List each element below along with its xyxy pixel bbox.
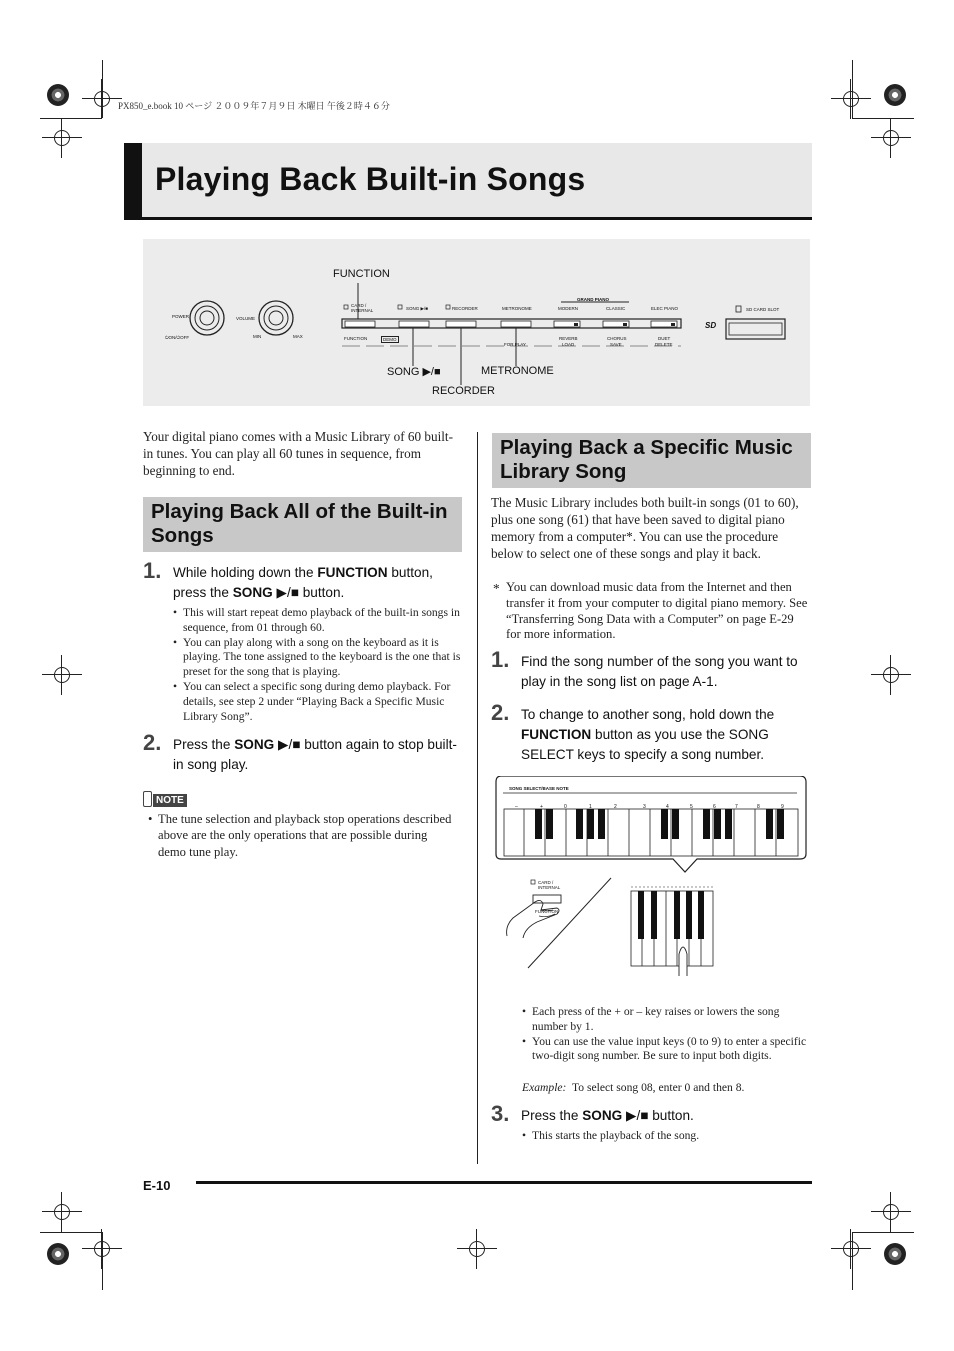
power-text: POWER — [172, 314, 190, 319]
step-1-text: Find the song number of the song you want to play in the song list on page A-1. — [521, 654, 798, 689]
max-text: MAX — [293, 334, 303, 339]
step-number: 1. — [143, 558, 162, 583]
song-btn-text: SONG ▶/■ — [406, 306, 428, 311]
list-item: • You can use the value input keys (0 to 9) to enter a specific two-digit song number. Be sure to input both digits. — [522, 1035, 811, 1065]
function-button-icon — [533, 895, 561, 903]
power-knob-core-icon — [200, 311, 214, 325]
footnote-mark: * — [493, 581, 500, 596]
label-function: FUNCTION — [333, 268, 390, 280]
function-button-icon — [345, 321, 375, 327]
grand-piano-text: GRAND PIANO — [577, 297, 610, 302]
crosshair-icon — [457, 1229, 497, 1269]
finger-icon — [679, 947, 687, 976]
sd-card-slot-text: SD CARD SLOT — [746, 307, 780, 312]
step-1-bullets — [173, 606, 462, 724]
page-number: E-10 — [143, 1178, 171, 1193]
sd-card-slot-icon — [726, 319, 785, 339]
registration-dial-icon — [884, 84, 906, 106]
song-select-illustration — [495, 776, 807, 976]
step-3-bullets — [522, 1129, 811, 1144]
classic-text: CLASSIC — [606, 306, 626, 311]
step-number: 3. — [491, 1101, 510, 1126]
label-recorder: RECORDER — [432, 385, 495, 397]
save-text: SAVE — [610, 342, 622, 347]
list-item: • You can select a specific song during demo playback. For details, see step 2 under “Playing Back a Specific Music Library Song”. — [173, 680, 462, 724]
crosshair-icon — [871, 655, 911, 695]
crosshair-icon — [871, 1192, 911, 1232]
pencil-icon — [143, 791, 152, 807]
card-internal-label: CARD / INTERNAL — [538, 880, 561, 890]
crosshair-icon — [871, 118, 911, 158]
volume-knob-core-icon — [269, 311, 283, 325]
key-label: 8 — [757, 804, 760, 810]
function-btm-text: FUNCTION — [344, 336, 368, 341]
note-badge: NOTE — [143, 790, 187, 808]
key-label: 5 — [690, 804, 693, 810]
delete-text: DELETE — [655, 342, 673, 347]
note-bullets — [148, 811, 453, 860]
key-label: 2 — [614, 804, 617, 810]
key-label: – — [515, 804, 518, 810]
crosshair-icon — [831, 79, 871, 119]
step-1-text: While holding down the FUNCTION button, press the SONG ▶/■ button. — [173, 565, 433, 600]
section-heading-specific-song: Playing Back a Specific Music Library Song — [492, 433, 811, 488]
crosshair-icon — [42, 1192, 82, 1232]
key-label: + — [540, 804, 543, 810]
step-2-bullets — [522, 1005, 811, 1064]
registration-dial-icon — [47, 84, 69, 106]
step-number: 2. — [491, 700, 510, 725]
control-panel-illustration — [143, 239, 810, 406]
song-button-icon — [399, 321, 429, 327]
metronome-button-icon — [501, 321, 531, 327]
column-divider — [477, 432, 478, 1164]
key-label: 9 — [781, 804, 784, 810]
recorder-button-icon — [446, 321, 476, 327]
registration-dial-icon — [47, 1243, 69, 1265]
key-label: 0 — [564, 804, 567, 810]
duet-text: DUET — [658, 336, 671, 341]
step-number: 1. — [491, 647, 510, 672]
list-item: • This starts the playback of the song. — [522, 1129, 811, 1144]
for-play-text: FOR PLAY — [504, 342, 526, 347]
footnote-text: You can download music data from the Internet and then transfer it from your computer to digital piano memory. See “Transferring Song Data with a Computer” on page E-29 for more information. — [506, 580, 808, 642]
volume-text: VOLUME — [236, 316, 256, 321]
on-off-text: ⏻ON/⏻OFF — [165, 335, 190, 340]
key-label: 7 — [735, 804, 738, 810]
section-heading-all-songs: Playing Back All of the Built-in Songs — [143, 497, 462, 552]
title-strip — [124, 143, 142, 220]
hand-icon — [507, 900, 559, 938]
song-select-header: SONG SELECT/BASE NOTE — [509, 786, 569, 791]
reverb-text: REVERB — [559, 336, 578, 341]
elec-piano-text: ELEC PIANO — [651, 306, 679, 311]
crosshair-icon — [42, 118, 82, 158]
intro-paragraph: Your digital piano comes with a Music Library of 60 built-in tunes. You can play all 60 tunes in sequence, from beginning to end. — [143, 429, 453, 478]
sd-indicator-icon — [736, 306, 741, 312]
step-3-text: Press the SONG ▶/■ button. — [521, 1108, 694, 1123]
chorus-text: CHORUS — [607, 336, 627, 341]
card-internal-text: CARD / INTERNAL — [351, 303, 374, 313]
step-number: 2. — [143, 730, 162, 755]
list-item: • This will start repeat demo playback of the built-in songs in sequence, from 01 through 60. — [173, 606, 462, 636]
library-paragraph: The Music Library includes both built-in songs (01 to 60), plus one song (61) that have been saved to digital piano memory from a computer*. You can use the procedure below to select one of these songs and play it back. — [491, 495, 799, 561]
load-text: LOAD — [562, 342, 575, 347]
key-label: 4 — [666, 804, 669, 810]
crosshair-icon — [831, 1229, 871, 1269]
footer-rule — [196, 1181, 812, 1184]
label-song: SONG ▶/■ — [387, 366, 441, 378]
label-metronome: METRONOME — [481, 365, 554, 377]
example-line: Example: To select song 08, enter 0 and then 8. — [522, 1081, 745, 1094]
power-knob-inner-icon — [195, 306, 219, 330]
recorder-btn-text: RECORDER — [452, 306, 478, 311]
file-header-note: PX850_e.book 10 ページ ２００９年７月９日 木曜日 午後２時４６分 — [118, 101, 390, 111]
modern-text: MODERN — [558, 306, 578, 311]
step-2-text: To change to another song, hold down the FUNCTION button as you use the SONG SELECT keys to specify a song number. — [521, 707, 775, 762]
demo-text: DEMO — [383, 337, 397, 342]
key-label: 6 — [713, 804, 716, 810]
crosshair-icon — [42, 655, 82, 695]
volume-knob-inner-icon — [264, 306, 288, 330]
sd-logo-text: SD — [705, 321, 717, 330]
metronome-btn-text: METRONOME — [502, 306, 532, 311]
key-label: 3 — [643, 804, 646, 810]
title-bar — [124, 143, 812, 220]
key-label: 1 — [589, 804, 592, 810]
step-2-text: Press the SONG ▶/■ button again to stop built-in song play. — [173, 737, 457, 772]
min-text: MIN — [253, 334, 262, 339]
list-item: • The tune selection and playback stop operations described above are the only operations that are possible during demo tune play. — [148, 811, 453, 860]
function-label: FUNCTION — [535, 909, 559, 914]
page-title: Playing Back Built-in Songs — [155, 161, 586, 197]
list-item: • Each press of the + or – key raises or lowers the song number by 1. — [522, 1005, 811, 1035]
list-item: • You can play along with a song on the keyboard as it is playing. The tone assigned to the keyboard is the one that is preset for the song that is playing. — [173, 636, 462, 680]
registration-dial-icon — [884, 1243, 906, 1265]
